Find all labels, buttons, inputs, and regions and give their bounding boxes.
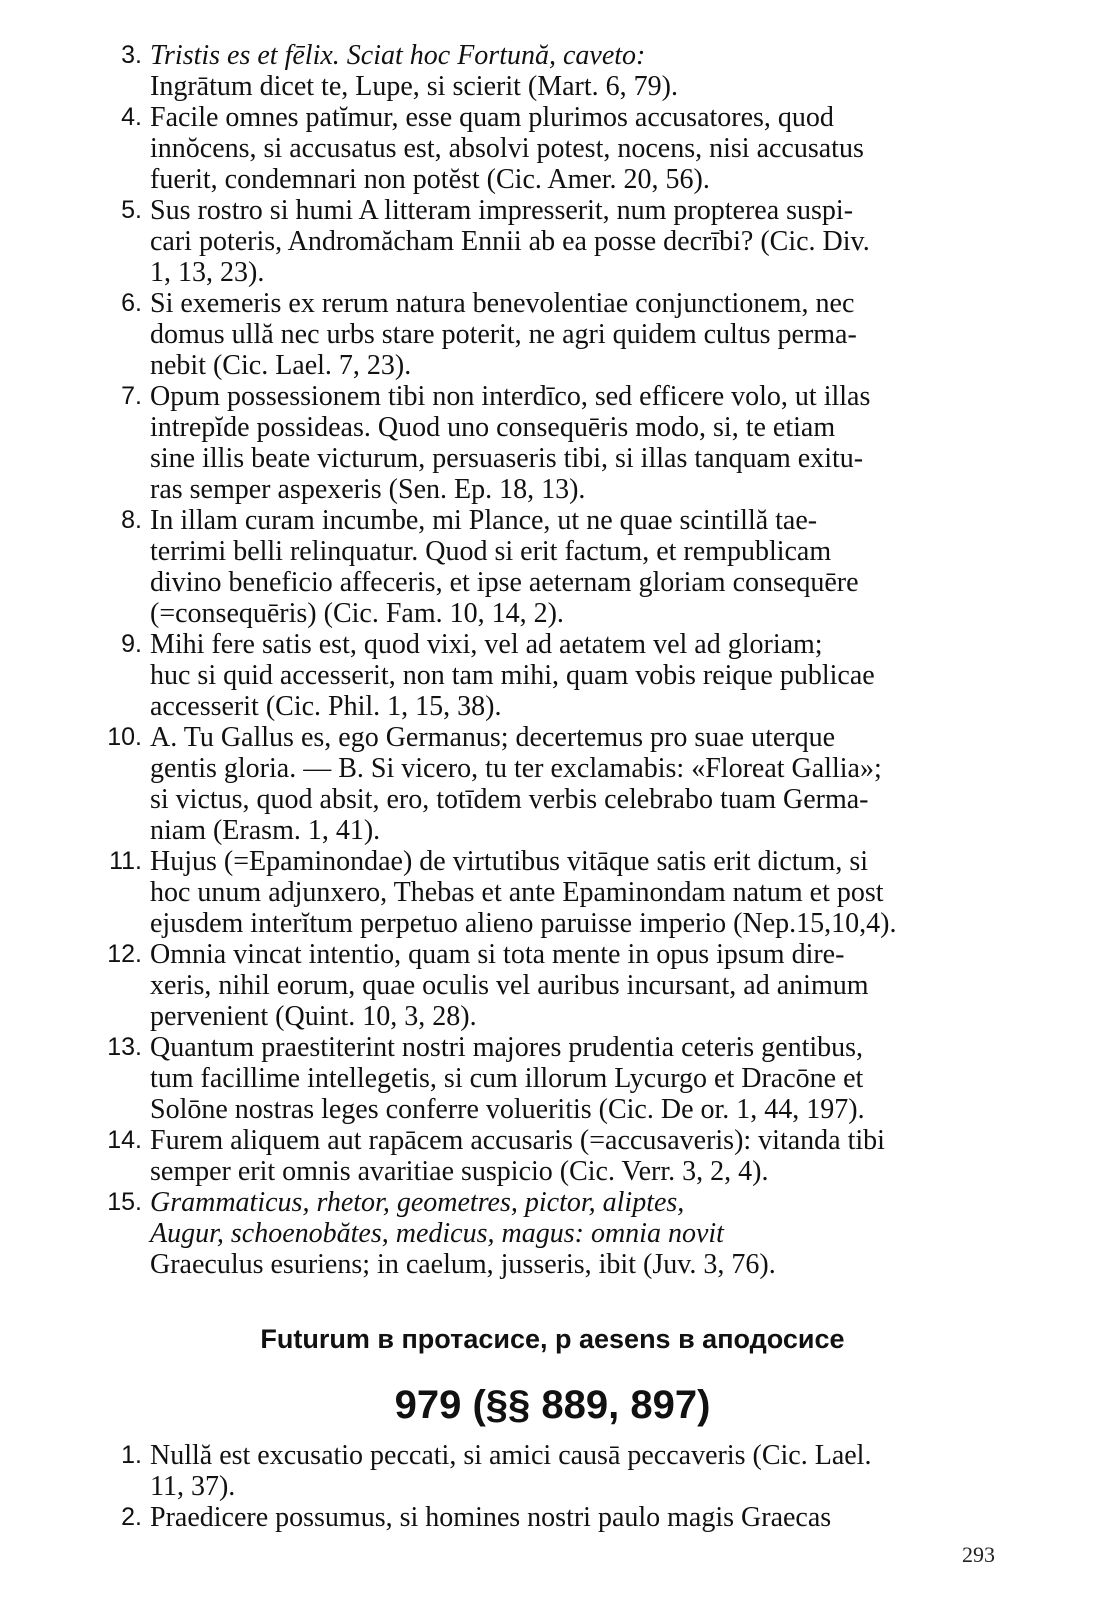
text-line: Grammaticus, rhetor, geometres, pictor, aliptes,: [150, 1187, 685, 1218]
page-number: 293: [962, 1542, 995, 1567]
text-line: (=consequēris) (Cic. Fam. 10, 14, 2).: [150, 598, 564, 629]
text-line: Si exemeris ex rerum natura benevolentiae conjunctionem, nec: [150, 288, 855, 319]
text-line: Praedicere possumus, si homines nostri paulo magis Graecas: [150, 1502, 832, 1533]
item-number: 3.: [121, 41, 142, 69]
text-line: A. Tu Gallus es, ego Germanus; decertemus pro suae uterque: [150, 722, 836, 753]
item-text: [150, 195, 993, 288]
text-line: Nullă est excusatio peccati, si amici causā peccaveris (Cic. Lael.: [150, 1440, 872, 1471]
text-line: domus ullă nec urbs stare poterit, ne agri quidem cultus perma-: [150, 319, 857, 350]
text-line: 1, 13, 23).: [150, 257, 265, 288]
exercise-item: [0, 381, 1105, 505]
text-line: si victus, quod absit, ero, totīdem verbis celebrabo tuam Germa-: [150, 784, 869, 815]
text-line: Tristis es et fēlix. Sciat hoc Fortună, caveto:: [150, 40, 646, 71]
item-text: [150, 381, 993, 505]
exercise-item: [0, 1440, 1105, 1502]
item-text: [150, 722, 993, 846]
exercise-item: [0, 1502, 1105, 1533]
item-number: 4.: [121, 103, 142, 131]
item-text: [150, 1032, 993, 1125]
text-line: niam (Erasm. 1, 41).: [150, 815, 381, 846]
item-text: [150, 629, 993, 722]
item-number: 12.: [107, 940, 142, 968]
text-line: semper erit omnis avaritiae suspicio (Cic. Verr. 3, 2, 4).: [150, 1156, 769, 1187]
exercise-heading: 979 (§§ 889, 897): [394, 1383, 711, 1427]
text-line: Facile omnes patĭmur, esse quam plurimos accusatores, quod: [150, 102, 834, 133]
item-number: 1.: [121, 1441, 142, 1469]
exercise-item: [0, 40, 1105, 102]
page: [0, 40, 1105, 1533]
item-number: 2.: [121, 1503, 142, 1531]
item-number: 10.: [107, 723, 142, 751]
text-line: pervenient (Quint. 10, 3, 28).: [150, 1001, 477, 1032]
item-number: 9.: [121, 630, 142, 658]
exercise-item: [0, 195, 1105, 288]
exercise-item: [0, 288, 1105, 381]
item-text: [150, 102, 993, 195]
exercise-item: [0, 939, 1105, 1032]
item-text: [150, 1502, 993, 1533]
section-heading: Futurum в протасисе, p aesens в аподосисе: [260, 1324, 845, 1354]
exercise-item: [0, 1032, 1105, 1125]
item-text: [150, 1125, 993, 1187]
text-line: fuerit, condemnari non potĕst (Cic. Amer. 20, 56).: [150, 164, 710, 195]
text-line: Hujus (=Epaminondae) de virtutibus vitāque satis erit dictum, si: [150, 846, 868, 877]
text-line: 11, 37).: [150, 1471, 236, 1502]
text-line: accesserit (Cic. Phil. 1, 15, 38).: [150, 691, 502, 722]
item-text: [150, 40, 993, 102]
text-line: Sus rostro si humi A litteram impresserit, num propterea suspi-: [150, 195, 854, 226]
item-text: [150, 1187, 993, 1280]
text-line: innŏcens, si accusatus est, absolvi potest, nocens, nisi accusatus: [150, 133, 864, 164]
text-line: ras semper aspexeris (Sen. Ep. 18, 13).: [150, 474, 586, 505]
item-number: 15.: [107, 1188, 142, 1216]
text-line: Opum possessionem tibi non interdīco, sed efficere volo, ut illas: [150, 381, 871, 412]
text-line: xeris, nihil eorum, quae oculis vel auribus incursant, ad animum: [150, 970, 869, 1001]
item-text: [150, 505, 993, 629]
exercise-list-979: [0, 1440, 1105, 1533]
text-line: hoc unum adjunxero, Thebas et ante Epaminondam natum et post: [150, 877, 884, 908]
exercise-item: [0, 722, 1105, 846]
exercise-list-978: [0, 40, 1105, 1280]
text-line: Graeculus esuriens; in caelum, jusseris, ibit (Juv. 3, 76).: [150, 1249, 776, 1280]
text-line: cari poteris, Andromăcham Ennii ab ea posse decrībi? (Cic. Div.: [150, 226, 870, 257]
text-line: terrimi belli relinquatur. Quod si erit factum, et rempublicam: [150, 536, 832, 567]
text-line: intrepĭde possideas. Quod uno consequēris modo, si, te etiam: [150, 412, 836, 443]
item-number: 8.: [121, 506, 142, 534]
exercise-item: [0, 102, 1105, 195]
text-line: ejusdem interĭtum perpetuo alieno paruisse imperio (Nep.15,10,4).: [150, 908, 897, 939]
item-number: 7.: [121, 382, 142, 410]
text-line: nebit (Cic. Lael. 7, 23).: [150, 350, 412, 381]
text-line: sine illis beate victurum, persuaseris tibi, si illas tanquam exitu-: [150, 443, 864, 474]
text-line: huc si quid accesserit, non tam mihi, quam vobis reique publicae: [150, 660, 875, 691]
item-text: [150, 288, 993, 381]
text-line: Ingrātum dicet te, Lupe, si scierit (Mart. 6, 79).: [150, 71, 678, 102]
item-text: [150, 1440, 993, 1502]
text-line: Solōne nostras leges conferre volueritis (Cic. De or. 1, 44, 197).: [150, 1094, 865, 1125]
item-text: [150, 939, 993, 1032]
exercise-item: [0, 1125, 1105, 1187]
exercise-item: [0, 1187, 1105, 1280]
text-line: Augur, schoenobătes, medicus, magus: omnia novit: [150, 1218, 724, 1249]
text-line: In illam curam incumbe, mi Plance, ut ne quae scintillă tae-: [150, 505, 818, 536]
exercise-item: [0, 629, 1105, 722]
item-number: 14.: [107, 1126, 142, 1154]
text-line: Mihi fere satis est, quod vixi, vel ad aetatem vel ad gloriam;: [150, 629, 823, 660]
text-line: Furem aliquem aut rapācem accusaris (=accusaveris): vitanda tibi: [150, 1125, 885, 1156]
text-line: gentis gloria. — B. Si vicero, tu ter exclamabis: «Floreat Gallia»;: [150, 753, 882, 784]
text-line: Omnia vincat intentio, quam si tota mente in opus ipsum dire-: [150, 939, 845, 970]
item-number: 5.: [121, 196, 142, 224]
item-text: [150, 846, 993, 939]
text-line: Quantum praestiterint nostri majores prudentia ceteris gentibus,: [150, 1032, 864, 1063]
item-number: 11.: [109, 847, 142, 875]
text-line: divino beneficio affeceris, et ipse aeternam gloriam consequēre: [150, 567, 859, 598]
text-line: tum facillime intellegetis, si cum illorum Lycurgo et Dracōne et: [150, 1063, 864, 1094]
exercise-item: [0, 505, 1105, 629]
item-number: 6.: [121, 289, 142, 317]
item-number: 13.: [107, 1033, 142, 1061]
exercise-item: [0, 846, 1105, 939]
